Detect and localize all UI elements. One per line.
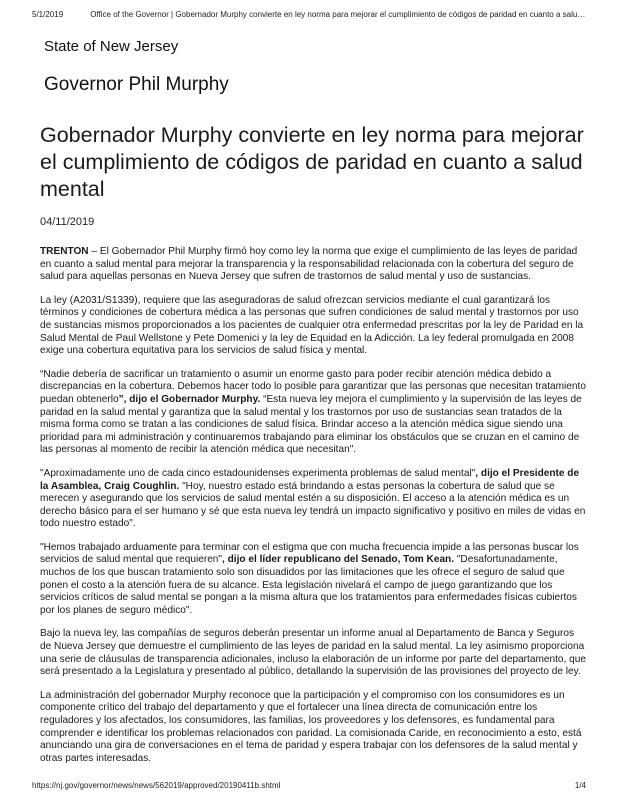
paragraph-7: La administración del gobernador Murphy reconoce que la participación y el compromiso con los consumidores es un componente crítico del trabajo del departamento y que el fortalecer una línea directa de comunicación entre los reguladores y los afectados, los consumidores, las familias, los proveedores y los defensores, es fundamental para comprender e identificar los problemas relacionados con paridad. La comisionada Caride, en reconocimiento a esto, está anunciando una gira de conversaciones en el tema de paridad y espera trabajar con los defensores de la salud mental y otras partes interesadas. — [40, 689, 582, 764]
speaker-attribution: ”, dijo el Gobernador Murphy. — [118, 393, 261, 405]
state-link[interactable]: State of New Jersey — [44, 38, 179, 55]
paragraph-1: TRENTON – El Gobernador Phil Murphy firmó hoy como ley la norma que exige el cumplimiento de las leyes de paridad en cuanto a salud mental para mejorar la transparencia y la responsabilidad relacionada con la cobertura del seguro de salud para aquellas personas en Nueva Jersey que sufren de trastornos de salud mental y uso de sustancias. — [40, 246, 578, 283]
governor-link[interactable]: Governor Phil Murphy — [44, 74, 229, 95]
page-number: 1/4 — [574, 781, 586, 790]
paragraph-5: "Hemos trabajado arduamente para terminar con el estigma que con mucha frecuencia impide a las personas buscar los servicios de salud mental que requieren", dijo el líder republicano del Senado, Tom Kean. "Desafortunadamente, muchos de los que buscan tratamiento solo son disuadidos por las limitaciones que les ofrece el seguro de salud que ponen el costo a la atención fuera de su alcance. Esta legislación nivelará el campo de juego garantizando que los servicios críticos de salud mental se pongan a la misma altura que los tratamientos para enfermedades físicas cubiertos por los planes de seguro médico". — [40, 541, 579, 616]
dateline: TRENTON — [40, 246, 89, 257]
print-footer — [32, 781, 586, 790]
page-url: https://nj.gov/governor/news/news/562019/approved/20190411b.shtml — [32, 781, 281, 790]
speaker-attribution: , dijo el líder republicano del Senado, Tom Kean. — [222, 554, 455, 566]
article-headline: Gobernador Murphy convierte en ley norma para mejorar el cumplimiento de códigos de paridad en cuanto a salud mental — [40, 123, 584, 201]
speaker-attribution: , dijo el Presidente de la Asamblea, Craig Coughlin. — [40, 467, 580, 492]
print-page-title: Office of the Governor | Gobernador Murphy convierte en ley norma para mejorar el cumplimiento de códigos de paridad en cuanto a salu… — [90, 10, 586, 19]
paragraph-4: "Aproximadamente uno de cada cinco estadounidenses experimenta problemas de salud mental", dijo el Presidente de la Asamblea, Craig Coughlin. "Hoy, nuestro estado está brindando a estas personas la cobertura de salud que se merecen y asegurando que los servicios de salud mental estén a su disposición. El acceso a la atención médica es un derecho básico para el ser humano y sé que esta nueva ley tendrá un impacto significativo y positivo en miles de vidas en todo nuestro estado". — [40, 467, 586, 530]
paragraph-2: La ley (A2031/S1339), requiere que las aseguradoras de salud ofrezcan servicios mediante el cual garantizará los términos y condiciones de cobertura médica a las personas que sufren condiciones de salud mental y trastornos por uso de sustancias mismos proporcionados a los pacientes de cualquier otra enfermedad prescritas por la ley de Paridad en la Salud Mental de Paul Wellstone y Pete Domenici y la ley de Equidad en la Adicción. La ley federal promulgada en 2008 exige una cobertura equitativa para los servicios de salud física y mental. — [40, 294, 584, 357]
print-header — [32, 10, 586, 19]
article-body — [40, 246, 588, 776]
paragraph-6: Bajo la nueva ley, las compañías de seguros deberán presentar un informe anual al Departamento de Banca y Seguros de Nueva Jersey que demuestre el cumplimiento de las leyes de paridad en la salud mental. La ley asimismo proporciona una serie de cláusulas de transparencia adicionales, incluso la elaboración de un informe por parte del departamento, que será presentado a la Legislatura y presentado al público, detallando la supervisión de las provisiones del proyecto de ley. — [40, 628, 586, 678]
paragraph-3: “Nadie debería de sacrificar un tratamiento o asumir un enorme gasto para poder recibir atención médica debido a discrepancias en la cobertura. Debemos hacer todo lo posible para garantizar que las personas que necesitan tratamiento puedan obtenerlo”, dijo el Gobernador Murphy. “Esta nueva ley mejora el cumplimiento y la supervisión de las leyes de paridad en la salud mental y garantiza que la salud mental y los trastornos por uso de sustancias sean tratados de la misma forma como se tratan a las condiciones de salud física. Brindar acceso a la atención médica sigue siendo una prioridad para mi administración y continuaremos trabajando para eliminar los obstáculos que se cruzan en el camino de las personas al momento de recibir la atención médica que necesitan". — [40, 368, 586, 456]
print-date: 5/1/2019 — [32, 10, 64, 19]
article-date: 04/11/2019 — [40, 216, 95, 228]
